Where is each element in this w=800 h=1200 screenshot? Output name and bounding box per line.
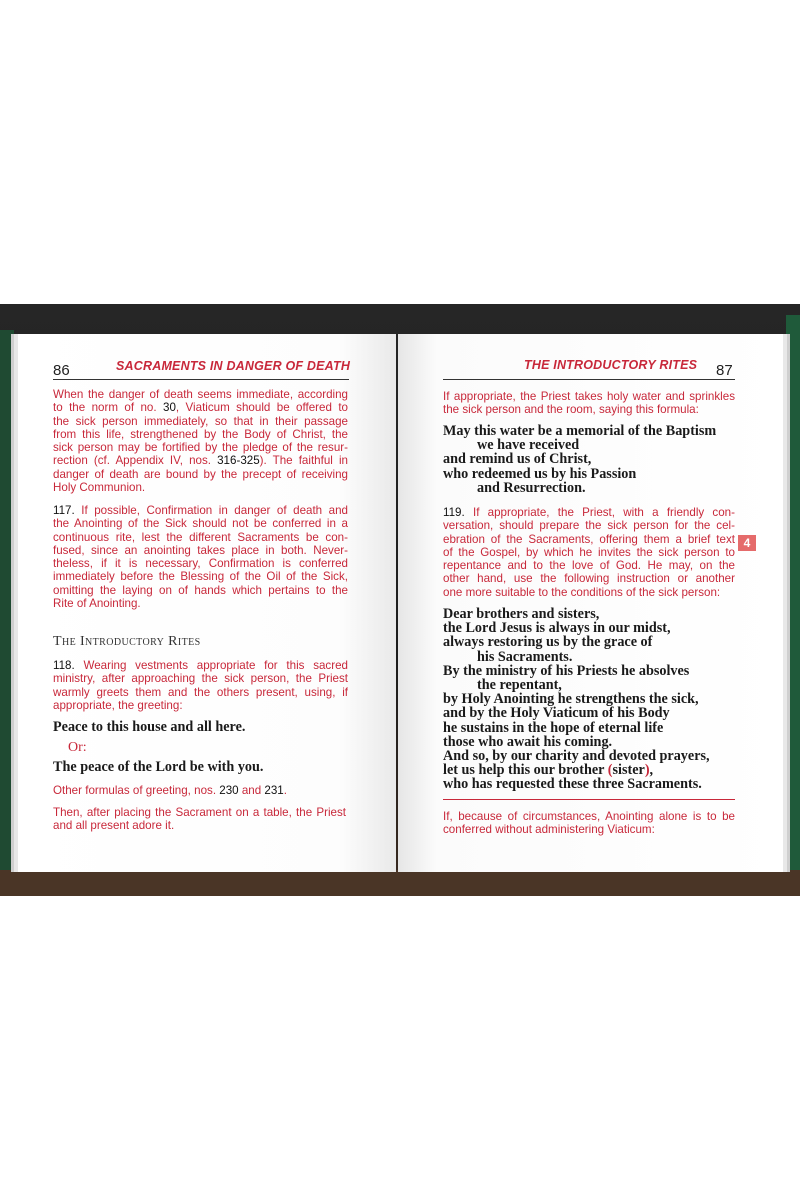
text-line: sick person may be fortified by the pledge of the resur-: [53, 441, 348, 455]
text-line: ministry, after approaching the sick person, the Priest: [53, 672, 348, 686]
text-segment: to the norm of no.: [53, 401, 163, 415]
greeting-1: Peace to this house and all here.: [53, 719, 246, 735]
text-segment: If possible, Confirmation in danger of death and: [74, 504, 348, 517]
instruction-text: [443, 607, 733, 792]
text-line: the sick person and the room, saying this formula:: [443, 403, 699, 417]
text-line: If, because of circumstances, Anointing alone is to be: [443, 810, 735, 823]
reference-number: 230: [219, 784, 239, 797]
text-line: the repentant,: [477, 677, 562, 694]
text-line: those who await his coming.: [443, 733, 613, 750]
other-formulas: [53, 784, 287, 797]
text-line: immediately before the Blessing of the Oil of the Sick,: [53, 570, 348, 584]
text-segment: rection (cf. Appendix IV, nos.: [53, 454, 218, 468]
text-line: [443, 506, 735, 519]
table-surface: [0, 870, 800, 896]
text-line: and Resurrection.: [477, 479, 586, 496]
sprinkling-rubric: [443, 390, 735, 417]
text-line: May this water be a memorial of the Baptism: [443, 423, 717, 439]
text-line: always restoring us by the grace of: [443, 634, 653, 651]
text-line: Rite of Anointing.: [53, 597, 141, 611]
text-line: he sustains in the hope of eternal life: [443, 719, 664, 736]
page-number: 86: [53, 362, 70, 379]
text-line: warmly greets them and the others present, using, if: [53, 685, 348, 699]
reference-number: 119.: [443, 506, 465, 519]
text-segment: Other formulas of greeting, nos.: [53, 784, 220, 797]
section-heading: The Introductory Rites: [53, 634, 201, 649]
text-line: by Holy Anointing he strengthens the sick,: [443, 691, 699, 708]
text-line: Holy Communion.: [53, 481, 146, 495]
text-line: danger of death are bound by the precept of receiving: [53, 467, 348, 481]
text-line: fused, since an anointing takes place in both. Never-: [53, 543, 348, 557]
running-head: THE INTRODUCTORY RITES: [524, 358, 698, 372]
text-line: Dear brothers and sisters,: [443, 606, 600, 622]
reference-number: 30: [163, 401, 176, 415]
text-line: and all present adore it.: [53, 819, 175, 833]
text-line: [53, 659, 348, 672]
text-segment: ). The faithful in: [259, 454, 348, 468]
running-head: SACRAMENTS IN DANGER OF DEATH: [116, 359, 351, 373]
paragraph-116: [53, 388, 348, 494]
text-line: let us help this our brother (sister),: [443, 762, 654, 779]
greeting-2: The peace of the Lord be with you.: [53, 759, 264, 775]
text-line: [53, 401, 348, 414]
text-line: other hand, use the following instruction or another: [443, 572, 735, 586]
text-line: of the Gospel, by which he invites the sick person to: [443, 545, 735, 559]
text-line: And so, by our charity and devoted prayers,: [443, 748, 710, 765]
header-rule: [53, 379, 349, 380]
text-segment: .: [283, 784, 287, 797]
paragraph-119: [443, 506, 735, 599]
text-line: omitting the laying on of hands which pertains to the: [53, 583, 348, 597]
text-line: one more suitable to the conditions of the sick person:: [443, 585, 721, 599]
text-line: repentance and to the love of God. He may, on the: [443, 559, 735, 573]
or-label: Or:: [68, 740, 87, 755]
text-line: we have received: [477, 437, 580, 454]
text-line: [53, 504, 348, 517]
reference-number: 231: [264, 784, 284, 797]
text-segment: , Viaticum should be offered to: [175, 401, 348, 415]
text-line: the Lord Jesus is always in our midst,: [443, 620, 671, 637]
text-segment: Wearing vestments appropriate for this sacred: [74, 659, 348, 672]
text-segment: and: [238, 784, 265, 797]
sprinkling-formula: [443, 424, 733, 495]
anointing-alone-rubric: [443, 810, 735, 837]
text-line: theless, if it is necessary, Confirmation is conferred: [53, 557, 348, 571]
text-line: [53, 454, 348, 467]
header-rule: [443, 379, 735, 380]
text-line: from this life, strengthened by the Body of Christ, the: [53, 427, 348, 441]
text-line: the Anointing of the Sick should not be conferred in a: [53, 517, 348, 531]
paragraph-118: [53, 659, 348, 712]
text-line: continuous rite, lest the different Sacraments be con-: [53, 530, 348, 544]
green-cover-left: [0, 330, 14, 890]
text-line: appropriate, the greeting:: [53, 698, 183, 712]
section-divider: [443, 799, 735, 800]
text-line: conferred without administering Viaticum:: [443, 823, 655, 837]
reference-number: 118.: [53, 659, 75, 672]
text-line: When the danger of death seems immediate, according: [53, 388, 348, 401]
text-segment: If appropriate, the Priest, with a friendly con-: [464, 506, 735, 519]
reference-number: 316-325: [217, 454, 260, 468]
green-cover-right: [786, 315, 800, 885]
text-line: who has requested these three Sacraments.: [443, 776, 702, 793]
text-line: and by the Holy Viaticum of his Body: [443, 705, 670, 722]
paragraph-117: [53, 504, 348, 610]
text-line: who redeemed us by his Passion: [443, 465, 637, 482]
reference-number: 117.: [53, 504, 75, 517]
page-number: 87: [716, 362, 733, 379]
text-line: his Sacraments.: [477, 648, 573, 665]
text-line: [53, 784, 287, 797]
text-line: the sick person immediately, so that in their passage: [53, 414, 348, 428]
text-line: By the ministry of his Priests he absolves: [443, 662, 690, 679]
text-line: ebration of the Sacraments, offering them a brief text: [443, 532, 735, 546]
text-line: versation, should prepare the sick person for the cel-: [443, 519, 735, 533]
text-line: and remind us of Christ,: [443, 451, 592, 468]
adoration-rubric: [53, 806, 346, 833]
text-line: Then, after placing the Sacrament on a table, the Priest: [53, 806, 346, 819]
chapter-tab[interactable]: 4: [738, 535, 756, 551]
text-line: If appropriate, the Priest takes holy water and sprinkles: [443, 390, 735, 403]
